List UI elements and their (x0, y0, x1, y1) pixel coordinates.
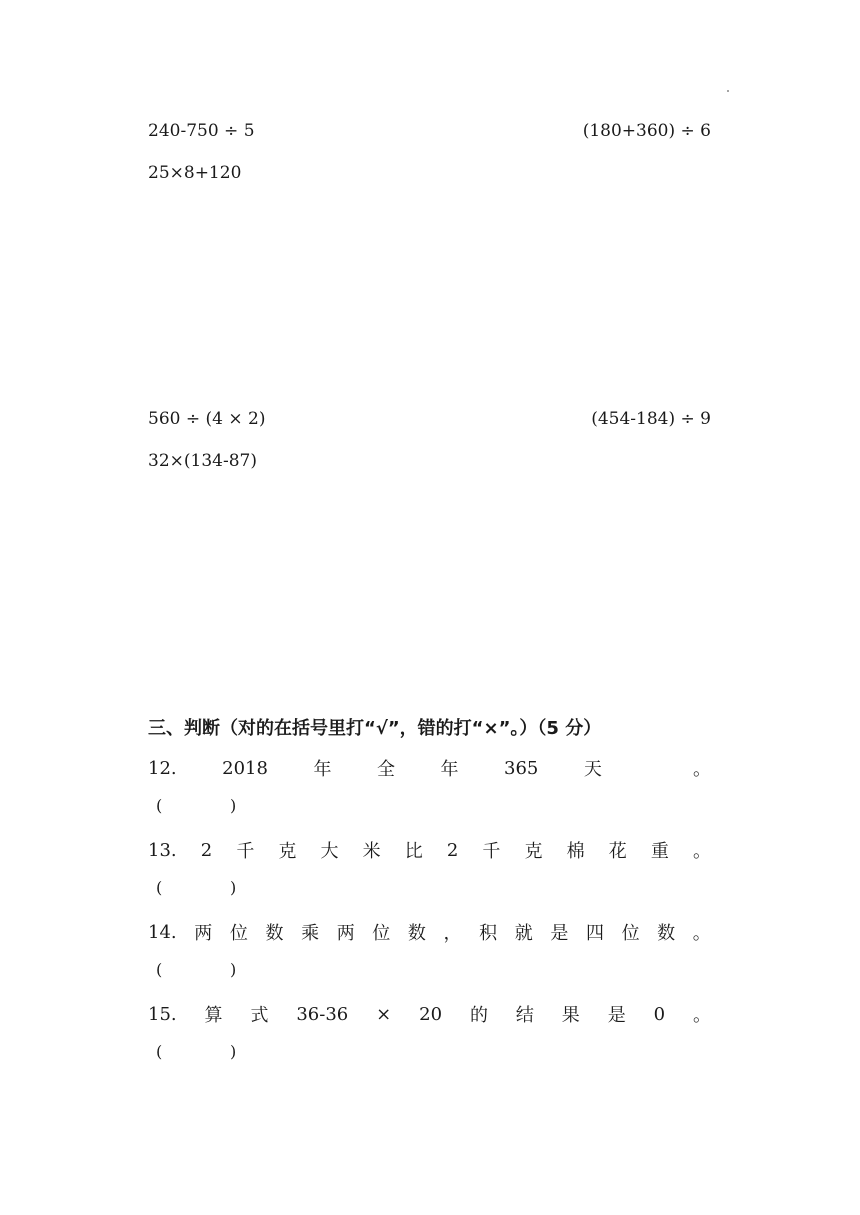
calc-problem-4: 560 ÷ (4 × 2) (148, 409, 266, 429)
calc-problem-1: 240-750 ÷ 5 (148, 121, 255, 141)
q15-token: 式 (250, 1005, 269, 1026)
q14-token: 四 (585, 923, 604, 944)
section-heading: 三、判断（对的在括号里打“√”，错的打“×”。）（5 分） (148, 718, 602, 739)
q12-token: 年 (440, 759, 459, 780)
q14-token: 。 (692, 923, 711, 944)
q15-token: 。 (692, 1005, 711, 1026)
paren-close: ) (230, 878, 237, 897)
q15-token: 36-36 (296, 1003, 349, 1025)
q13-token: 千 (482, 841, 501, 862)
q12-token: 12. (148, 757, 177, 779)
q15-token: 是 (607, 1005, 626, 1026)
paren-open: ( (156, 1042, 163, 1061)
q12-token: 全 (377, 759, 395, 780)
q14-token: 两 (194, 923, 213, 944)
calc-problem-5: (454-184) ÷ 9 (591, 409, 711, 429)
calc-problem-6: 32×(134-87) (148, 451, 257, 471)
q13-token: 。 (692, 841, 711, 862)
q13-token: 13. (148, 839, 177, 861)
q15-token: 结 (515, 1005, 534, 1026)
q14-token: 14. (148, 921, 177, 943)
q14-token: 位 (372, 923, 391, 944)
q14-token: 积 (479, 923, 498, 944)
answer-parens-14[interactable] (156, 960, 237, 979)
q13-token: 米 (362, 841, 381, 862)
q14-token: 数 (407, 923, 426, 944)
q12-token: 年 (313, 759, 332, 780)
q14-token: 乘 (301, 923, 320, 944)
q14-token: ， (443, 923, 462, 944)
q12-token: 365 (504, 757, 539, 779)
q12-token: 2018 (222, 757, 268, 779)
q15-token: × (376, 1003, 392, 1025)
q13-token: 重 (650, 841, 669, 862)
answer-parens-15[interactable] (156, 1042, 237, 1061)
q13-token: 克 (278, 841, 297, 862)
q13-token: 比 (404, 841, 423, 862)
question-12 (148, 755, 711, 781)
answer-parens-12[interactable] (156, 796, 237, 815)
calc-problem-3: 25×8+120 (148, 163, 242, 183)
q14-token: 两 (336, 923, 355, 944)
answer-parens-13[interactable] (156, 878, 237, 897)
q15-token: 果 (561, 1005, 580, 1026)
q14-token: 是 (550, 923, 569, 944)
paren-open: ( (156, 960, 163, 979)
q14-token: 位 (229, 923, 248, 944)
question-13 (148, 837, 711, 863)
question-15 (148, 1001, 711, 1027)
q14-token: 就 (514, 923, 533, 944)
q15-token: 的 (469, 1005, 488, 1026)
paren-close: ) (230, 796, 237, 815)
q12-token: 天 (583, 759, 602, 780)
q14-token: 位 (621, 923, 640, 944)
q15-token: 算 (204, 1005, 223, 1026)
page-speck (727, 90, 729, 92)
q15-token: 15. (148, 1003, 177, 1025)
q13-token: 大 (320, 841, 339, 862)
q13-token: 2 (446, 839, 459, 861)
q13-token: 2 (200, 839, 213, 861)
question-14 (148, 919, 711, 945)
paren-open: ( (156, 796, 163, 815)
calc-problem-2: (180+360) ÷ 6 (582, 121, 711, 141)
q13-token: 棉 (566, 841, 585, 862)
q15-token: 0 (653, 1003, 666, 1025)
paren-close: ) (230, 1042, 237, 1061)
q13-token: 克 (524, 841, 543, 862)
q14-token: 数 (265, 923, 284, 944)
q13-token: 千 (236, 841, 255, 862)
paren-close: ) (230, 960, 237, 979)
q14-token: 数 (657, 923, 676, 944)
q13-token: 花 (608, 841, 627, 862)
q15-token: 20 (419, 1003, 443, 1025)
q12-token: 。 (692, 759, 711, 780)
paren-open: ( (156, 878, 163, 897)
